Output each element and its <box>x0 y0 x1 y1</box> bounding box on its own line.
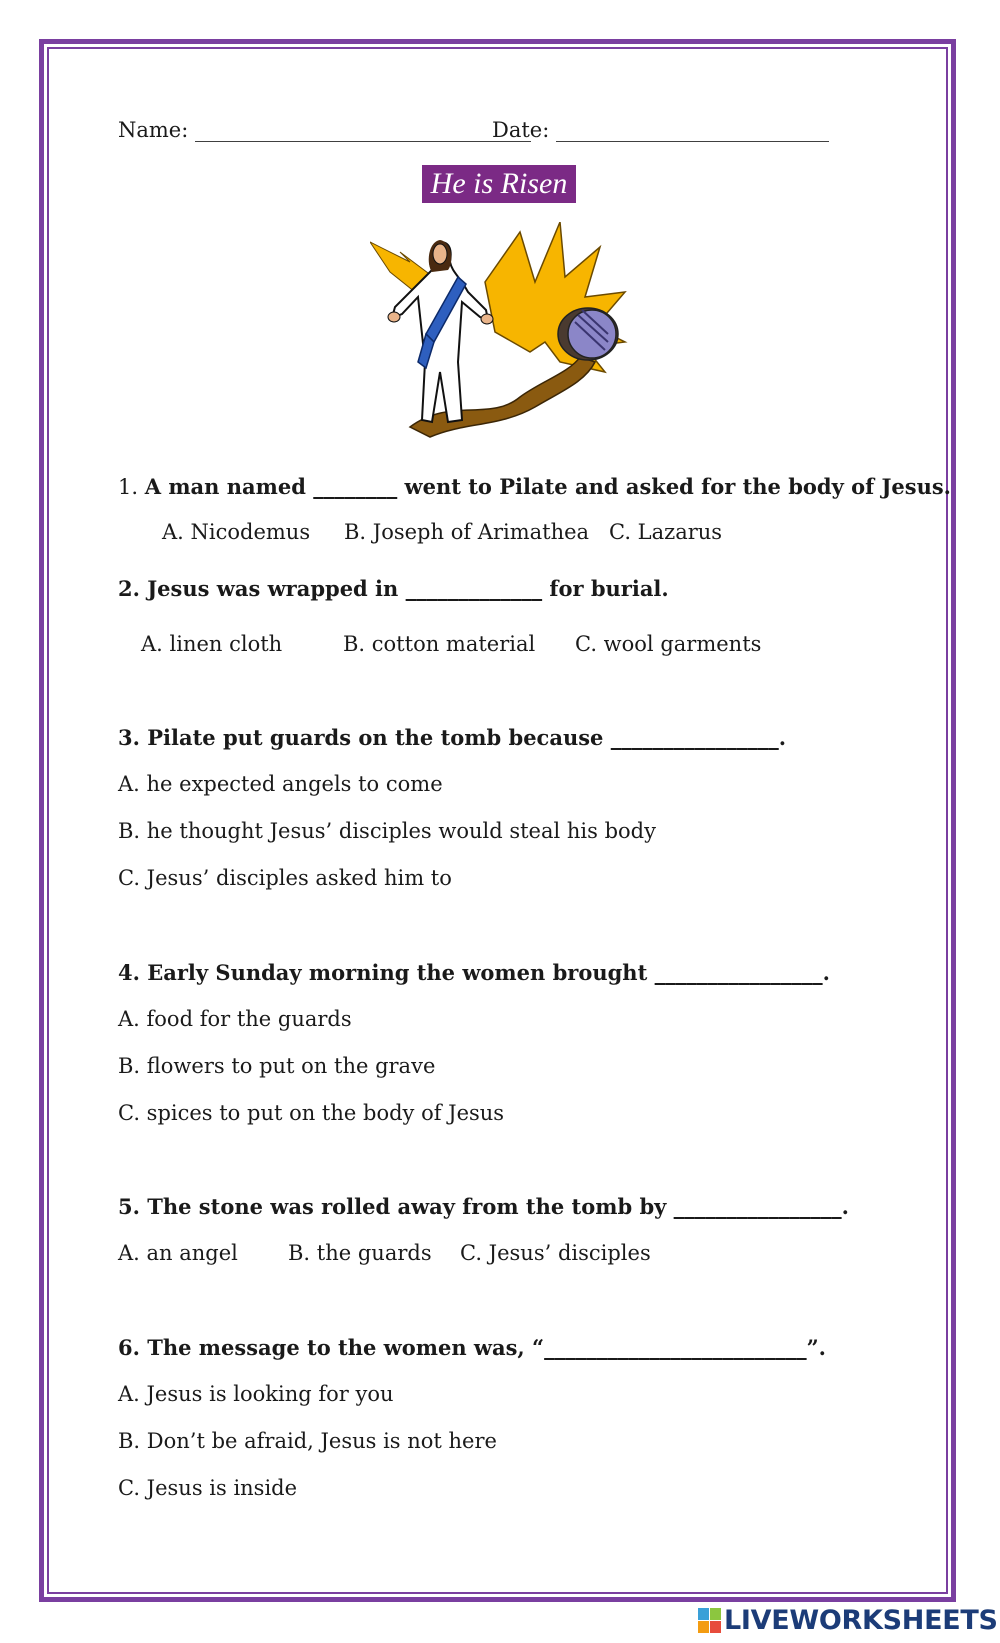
q1-option-c[interactable]: C. Lazarus <box>609 520 723 544</box>
resurrection-illustration <box>370 222 640 454</box>
question-5-text: 5. The stone was rolled away from the tomb by ________________. <box>118 1194 849 1219</box>
question-6-text: 6. The message to the women was, “_________________________”. <box>118 1335 826 1360</box>
question-1 <box>118 474 951 499</box>
q6-option-c[interactable]: C. Jesus is inside <box>118 1476 298 1500</box>
q3-option-c[interactable]: C. Jesus’ disciples asked him to <box>118 866 452 890</box>
question-1-text: A man named ________ went to Pilate and asked for the body of Jesus. <box>144 474 951 499</box>
question-4-text: 4. Early Sunday morning the women brought ________________. <box>118 960 830 985</box>
question-3-text: 3. Pilate put guards on the tomb because ________________. <box>118 725 787 750</box>
q6-option-b[interactable]: B. Don’t be afraid, Jesus is not here <box>118 1429 497 1453</box>
q3-option-b[interactable]: B. he thought Jesus’ disciples would steal his body <box>118 819 656 843</box>
q4-option-a[interactable]: A. food for the guards <box>118 1007 352 1031</box>
q4-option-c[interactable]: C. spices to put on the body of Jesus <box>118 1101 505 1125</box>
q3-option-a[interactable]: A. he expected angels to come <box>118 772 443 796</box>
q4-option-b[interactable]: B. flowers to put on the grave <box>118 1054 436 1078</box>
q1-option-a[interactable]: A. Nicodemus <box>162 520 311 544</box>
q6-option-a[interactable]: A. Jesus is looking for you <box>118 1382 394 1406</box>
liveworksheets-logo-icon <box>698 1608 722 1634</box>
question-2-text: 2. Jesus was wrapped in _____________ for burial. <box>118 576 669 601</box>
q5-option-a[interactable]: A. an angel <box>118 1241 238 1265</box>
q5-option-b[interactable]: B. the guards <box>288 1241 432 1265</box>
date-field[interactable]: Date: __________________________ <box>492 118 829 142</box>
q2-option-c[interactable]: C. wool garments <box>575 632 762 656</box>
q2-option-a[interactable]: A. linen cloth <box>141 632 283 656</box>
q2-option-b[interactable]: B. cotton material <box>343 632 536 656</box>
worksheet-title: He is Risen <box>422 165 576 203</box>
question-1-number: 1. <box>118 475 139 499</box>
name-field[interactable]: Name: ________________________________ <box>118 118 531 142</box>
liveworksheets-logo-text: LIVEWORKSHEETS <box>724 1605 998 1636</box>
q5-option-c[interactable]: C. Jesus’ disciples <box>460 1241 651 1265</box>
q1-option-b[interactable]: B. Joseph of Arimathea <box>344 520 590 544</box>
